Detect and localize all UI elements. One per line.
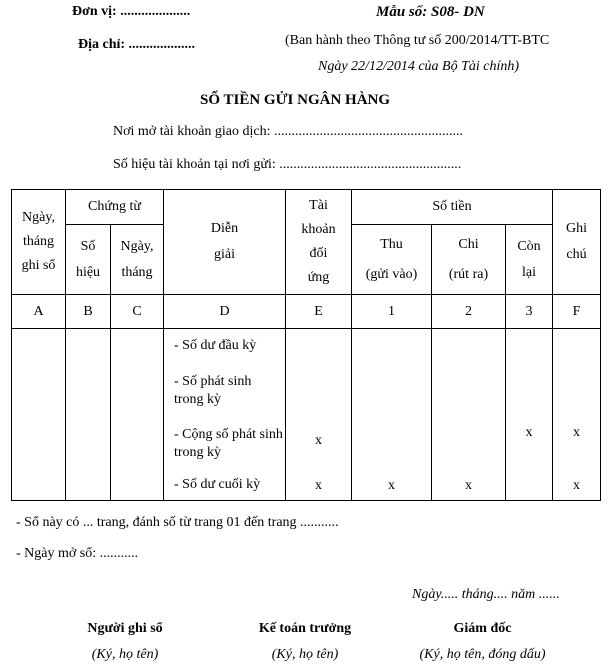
body-income-cell bbox=[352, 329, 432, 501]
body-account-cell bbox=[286, 329, 352, 501]
unit-field: Đơn vị: .................... bbox=[72, 4, 191, 19]
row-opening-balance: - Số dư đầu kỳ bbox=[174, 338, 257, 353]
code-cell: E bbox=[286, 295, 352, 329]
header-voucher: Chứng từ bbox=[66, 190, 164, 225]
code-cell: C bbox=[111, 295, 164, 329]
row-closing-balance: - Số dư cuối kỳ bbox=[174, 477, 261, 492]
issued-date: Ngày 22/12/2014 của Bộ Tài chính) bbox=[318, 59, 520, 74]
code-cell: A bbox=[12, 295, 66, 329]
ledger-table bbox=[11, 189, 601, 501]
signer-chief-accountant-title: Kế toán trưởng bbox=[258, 621, 352, 636]
body-description-cell bbox=[164, 329, 286, 501]
address-field: Địa chỉ: ................... bbox=[78, 37, 196, 52]
issued-by: (Ban hành theo Thông tư số 200/2014/TT-BTC bbox=[285, 33, 550, 48]
form-code: Mẫu số: S08- DN bbox=[376, 4, 485, 20]
body-date-cell bbox=[12, 329, 66, 501]
signer-recorder-note: (Ký, họ tên) bbox=[91, 647, 159, 662]
pages-note: - Sổ này có ... trang, đánh số từ trang 01 đến trang ........... bbox=[16, 515, 339, 530]
body-voucher-number-cell bbox=[66, 329, 111, 501]
mark-x: x bbox=[388, 478, 395, 493]
header-contra-account: Tài khoản đối ứng bbox=[286, 190, 352, 295]
body-note-cell bbox=[553, 329, 601, 501]
sign-date: Ngày..... tháng.... năm ...... bbox=[412, 587, 560, 602]
account-place-field: Nơi mở tài khoản giao dịch: ...................................................... bbox=[113, 124, 463, 139]
page-title: SỔ TIỀN GỬI NGÂN HÀNG bbox=[200, 92, 391, 108]
header-amount: Số tiền bbox=[352, 190, 553, 225]
code-cell: F bbox=[553, 295, 601, 329]
code-cell: B bbox=[66, 295, 111, 329]
body-balance-cell bbox=[506, 329, 553, 501]
code-cell: 1 bbox=[352, 295, 432, 329]
body-expense-cell bbox=[432, 329, 506, 501]
mark-x: x bbox=[573, 478, 581, 493]
row-period-activity: - Số phát sinh trong kỳ bbox=[174, 374, 252, 407]
mark-x: x bbox=[573, 425, 581, 440]
open-date: - Ngày mở sổ: ........... bbox=[16, 546, 139, 561]
mark-x: x bbox=[525, 425, 533, 440]
header-income: Thu (gửi vào) bbox=[352, 225, 432, 295]
code-cell: 3 bbox=[506, 295, 553, 329]
signer-director-title: Giám đốc bbox=[453, 621, 512, 636]
mark-x: x bbox=[315, 478, 322, 493]
row-period-total: - Cộng số phát sinh trong kỳ bbox=[174, 427, 283, 460]
header-voucher-number: Số hiệu bbox=[66, 225, 111, 295]
header-balance: Còn lại bbox=[506, 225, 553, 295]
code-cell: D bbox=[164, 295, 286, 329]
header-note: Ghi chú bbox=[553, 190, 601, 295]
signer-chief-accountant-note: (Ký, họ tên) bbox=[271, 647, 339, 662]
signer-director-note: (Ký, họ tên, đóng dấu) bbox=[419, 647, 546, 662]
header-expense: Chi (rút ra) bbox=[432, 225, 506, 295]
mark-x: x bbox=[315, 433, 322, 448]
header-voucher-date: Ngày, tháng bbox=[111, 225, 164, 295]
account-number-field: Số hiệu tài khoản tại nơi gửi: .................................................... bbox=[113, 157, 462, 172]
mark-x: x bbox=[465, 478, 472, 493]
signer-recorder-title: Người ghi sổ bbox=[87, 621, 163, 636]
header-description: Diễn giải bbox=[164, 190, 286, 295]
header-date-recorded: Ngày, tháng ghi sổ bbox=[12, 190, 66, 295]
body-voucher-date-cell bbox=[111, 329, 164, 501]
code-cell: 2 bbox=[432, 295, 506, 329]
